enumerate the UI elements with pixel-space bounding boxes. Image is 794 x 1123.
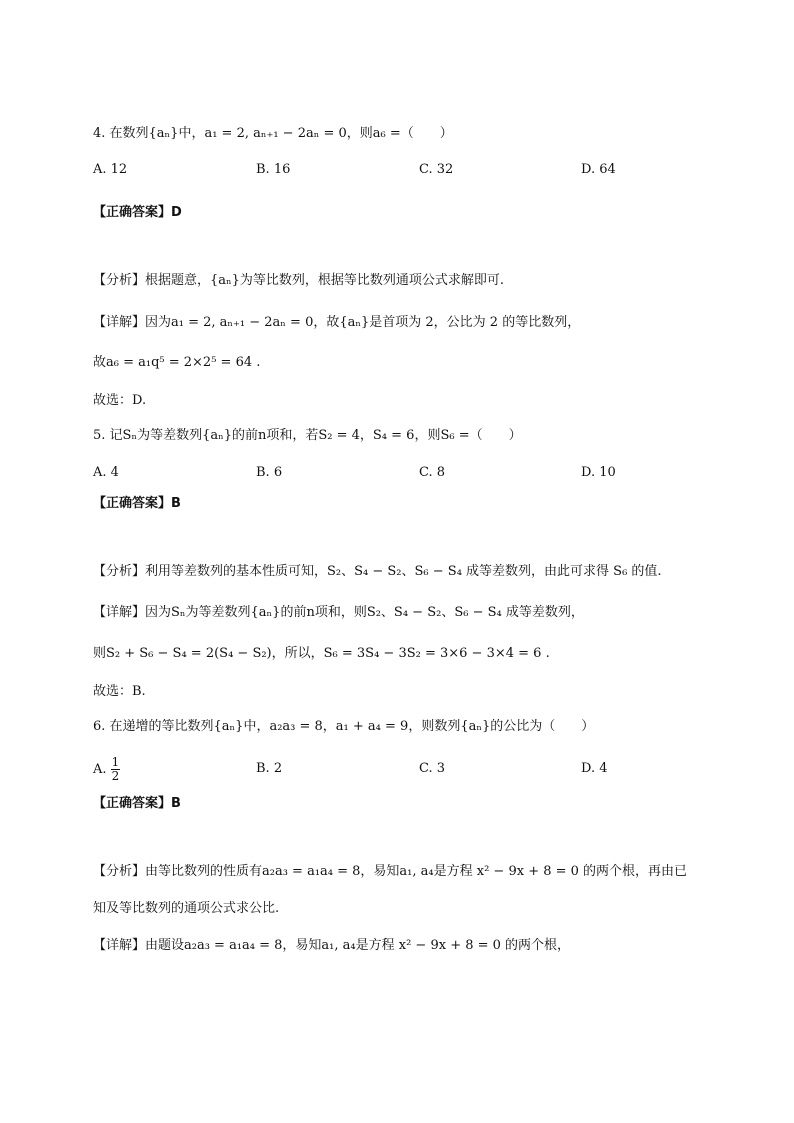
q4-detail-line-2: 故a₆ = a₁q⁵ = 2×2⁵ = 64 . (93, 355, 261, 370)
q5-answer: 【正确答案】B (93, 496, 181, 511)
q6-option-c: C. 3 (419, 761, 446, 776)
q4-option-b: B. 16 (256, 162, 291, 177)
question-5-stem: 5. 记Sₙ为等差数列{aₙ}的前n项和，若S₂ = 4，S₄ = 6，则S₆ =（ ） (93, 428, 522, 443)
q4-option-a: A. 12 (93, 162, 128, 177)
q5-detail-line-1: 【详解】因为Sₙ为等差数列{aₙ}的前n项和，则S₂、S₄ − S₂、S₆ − S₄ 成等差数列， (93, 605, 584, 620)
q5-option-c: C. 8 (419, 465, 446, 480)
fraction-numerator: 1 (111, 755, 120, 769)
q4-option-c: C. 32 (419, 162, 454, 177)
q4-conclusion: 故选：D. (93, 393, 147, 408)
q6-detail-line-1: 【详解】由题设a₂a₃ = a₁a₄ = 8，易知a₁, a₄是方程 x² − 9x + 8 = 0 的两个根， (93, 938, 571, 953)
q5-option-a: A. 4 (93, 465, 119, 480)
q6-analysis-line-1: 【分析】由等比数列的性质有a₂a₃ = a₁a₄ = 8，易知a₁, a₄是方程 x² − 9x + 8 = 0 的两个根，再由已 (93, 864, 688, 879)
q4-analysis: 【分析】根据题意，{aₙ}为等比数列，根据等比数列通项公式求解即可. (93, 273, 505, 288)
q5-option-d: D. 10 (581, 465, 616, 480)
q5-detail-line-2: 则S₂ + S₆ − S₄ = 2(S₄ − S₂)，所以，S₆ = 3S₄ − 3S₂ = 3×6 − 3×4 = 6 . (93, 646, 550, 661)
question-6-stem: 6. 在递增的等比数列{aₙ}中，a₂a₃ = 8，a₁ + a₄ = 9，则数列{aₙ}的公比为（ ） (93, 719, 595, 734)
q6-option-a-fraction (111, 756, 121, 783)
q5-option-b: B. 6 (256, 465, 283, 480)
q6-analysis-line-2: 知及等比数列的通项公式求公比. (93, 901, 280, 916)
q4-option-d: D. 64 (581, 162, 616, 177)
q4-detail-line-1: 【详解】因为a₁ = 2, aₙ₊₁ − 2aₙ = 0，故{aₙ}是首项为 2，公比为 2 的等比数列， (93, 315, 581, 330)
q5-analysis: 【分析】利用等差数列的基本性质可知，S₂、S₄ − S₂、S₆ − S₄ 成等差数列，由此可求得 S₆ 的值. (93, 564, 662, 579)
question-4-stem: 4. 在数列{aₙ}中，a₁ = 2, aₙ₊₁ − 2aₙ = 0，则a₆ =（ ） (93, 126, 453, 141)
q6-option-a (93, 756, 120, 783)
q4-answer: 【正确答案】D (93, 205, 182, 220)
q6-option-a-label: A. (93, 762, 107, 777)
q5-conclusion: 故选：B. (93, 684, 146, 699)
q6-answer: 【正确答案】B (93, 796, 181, 811)
q6-option-d: D. 4 (581, 761, 608, 776)
fraction-denominator: 2 (111, 769, 120, 783)
q6-option-b: B. 2 (256, 761, 283, 776)
